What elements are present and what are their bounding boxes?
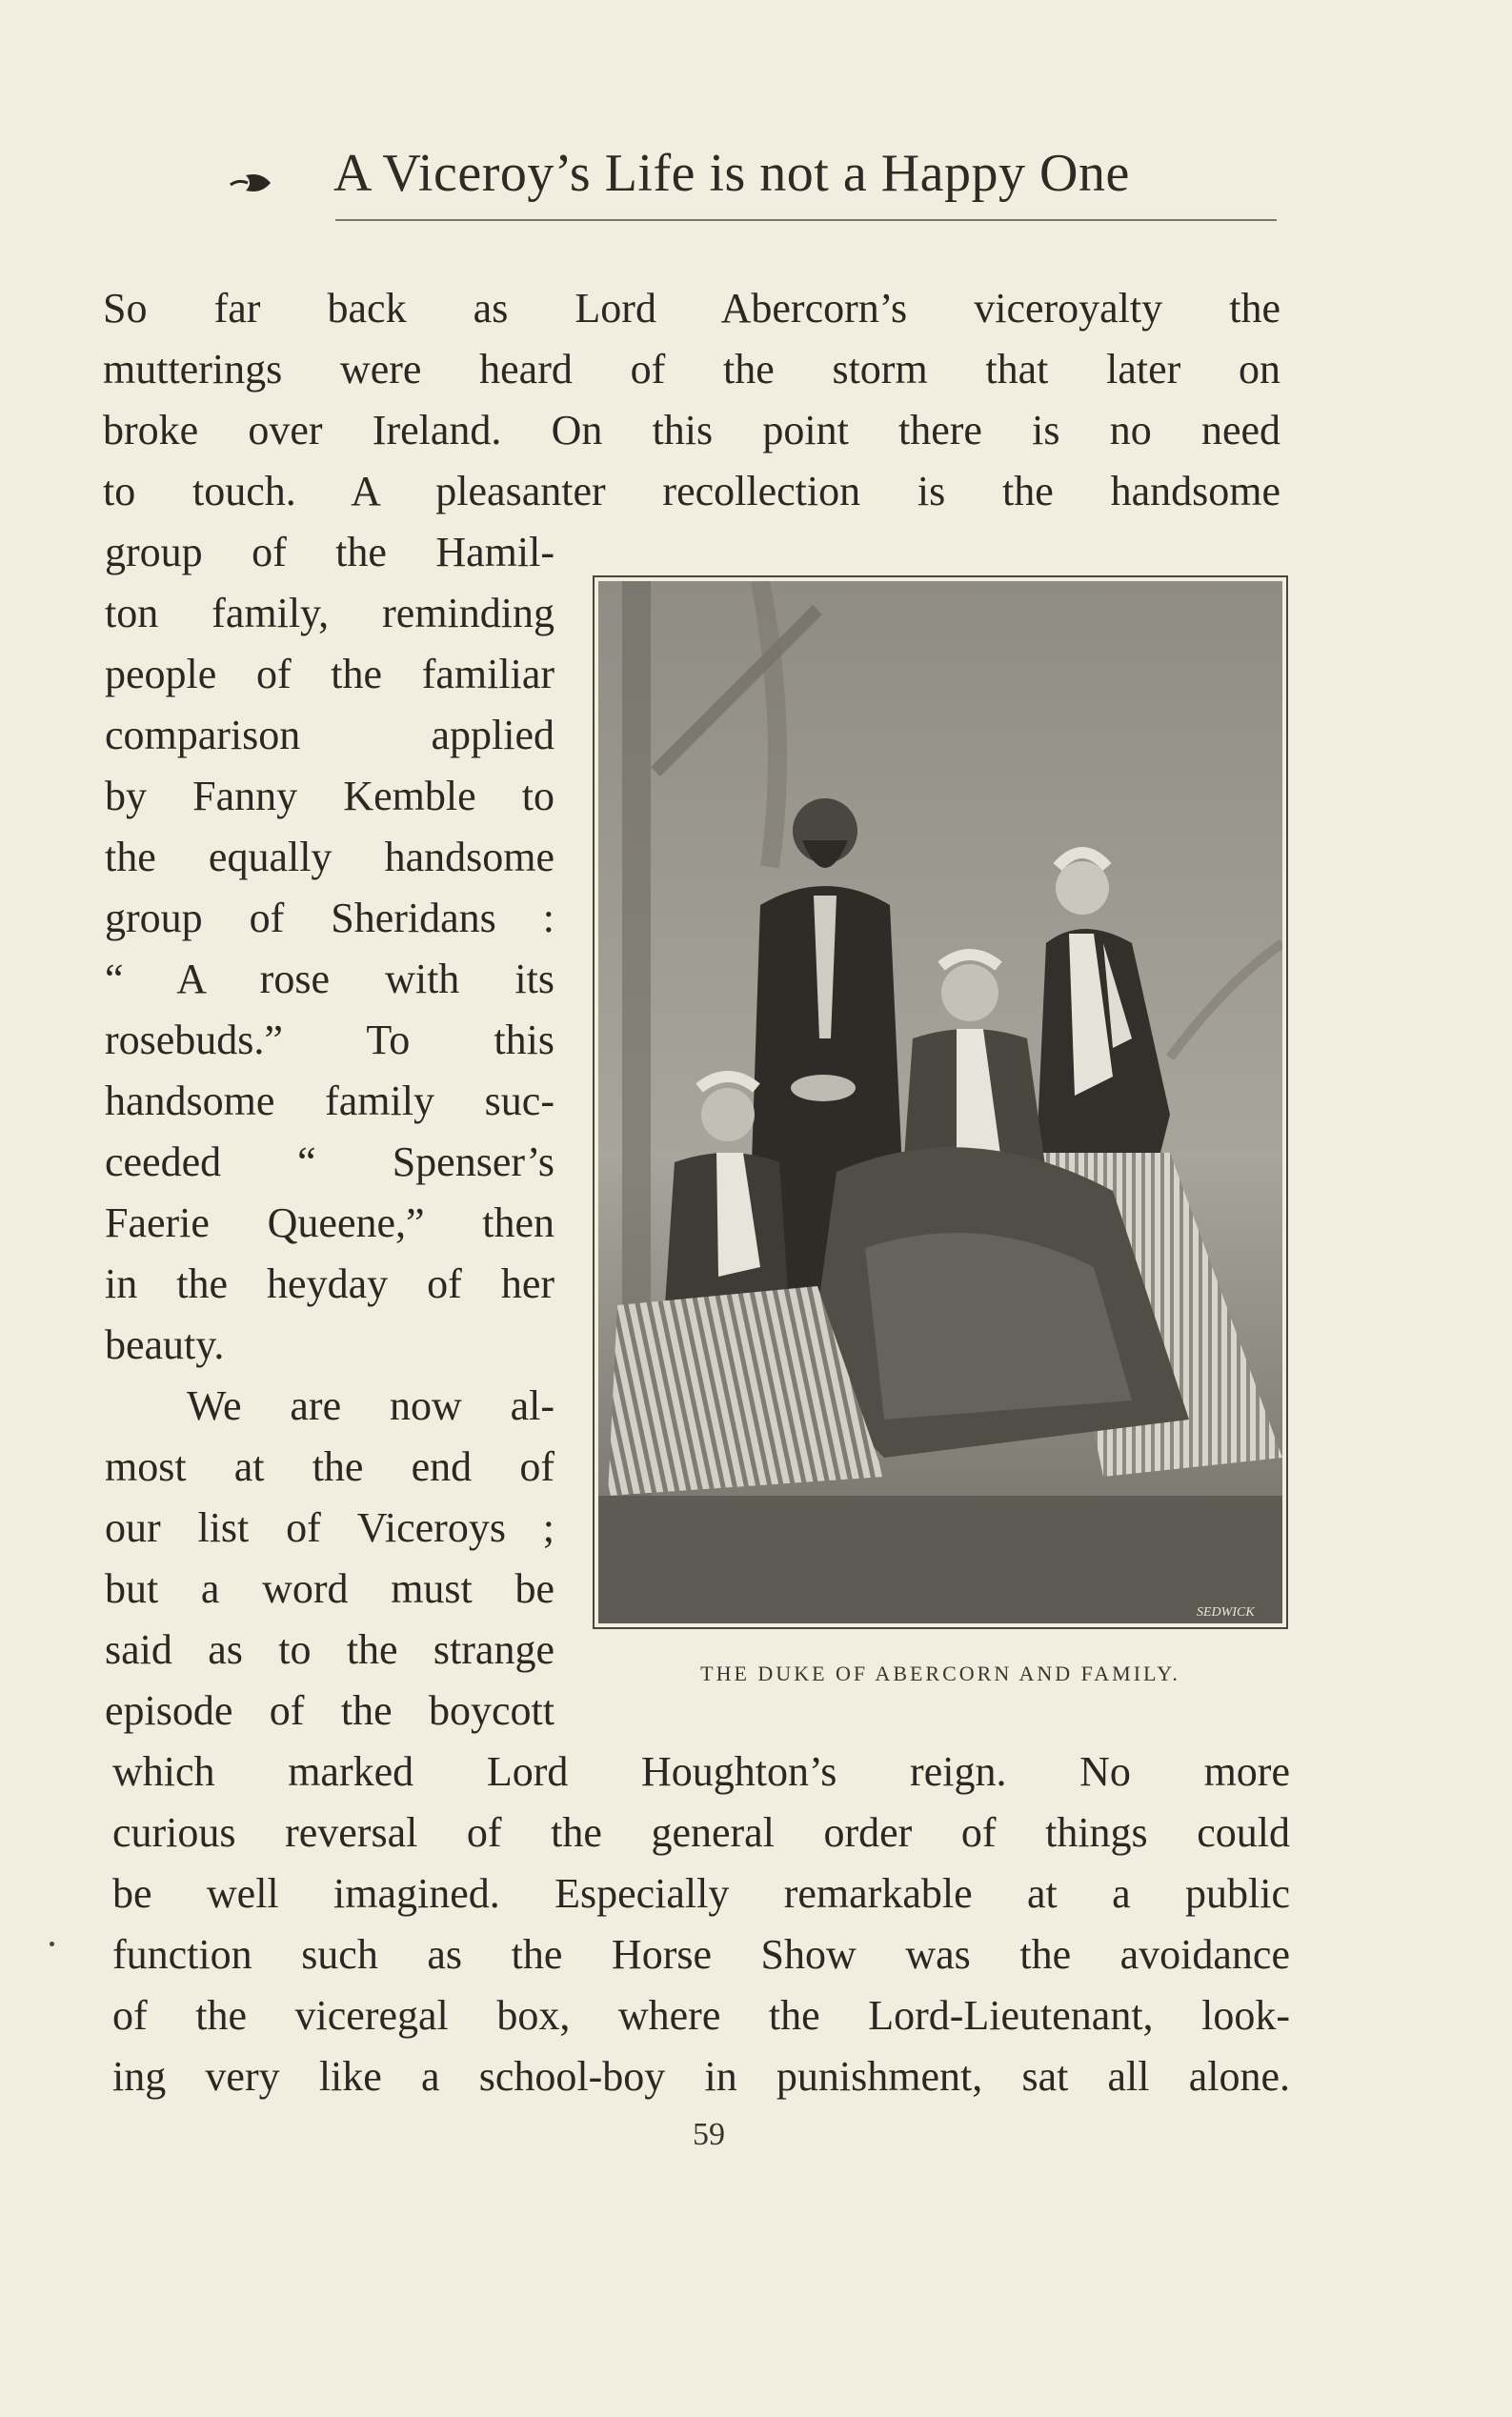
page-header xyxy=(229,143,1277,219)
text-line: in the heyday of her xyxy=(105,1260,554,1307)
text-line: of the viceregal box, where the Lord-Lieutenant, look- xyxy=(112,1992,1290,2039)
text-line: handsome family suc- xyxy=(105,1078,554,1124)
text-line: comparison applied xyxy=(105,712,554,758)
running-title: A Viceroy’s Life is not a Happy One xyxy=(333,144,1130,203)
page-number: 59 xyxy=(693,2117,725,2152)
header-rule xyxy=(335,219,1277,221)
text-line: to touch. A pleasanter recollection is the handsome xyxy=(103,468,1280,514)
text-line: most at the end of xyxy=(105,1443,554,1490)
text-line: “ A rose with its xyxy=(105,956,554,1002)
text-line: So far back as Lord Abercorn’s viceroyalty the xyxy=(103,285,1280,332)
text-line: group of Sheridans : xyxy=(105,895,554,941)
text-line: be well imagined. Especially remarkable at a public xyxy=(112,1870,1290,1917)
family-photograph xyxy=(598,581,1282,1623)
text-line: group of the Hamil- xyxy=(105,529,554,575)
text-line: ceeded “ Spenser’s xyxy=(105,1138,554,1185)
text-line: broke over Ireland. On this point there is no need xyxy=(103,407,1280,453)
ink-speck xyxy=(50,1942,54,1946)
text-line: function such as the Horse Show was the avoidance xyxy=(112,1931,1290,1978)
text-line: Faerie Queene,” then xyxy=(105,1199,554,1246)
text-line: mutterings were heard of the storm that later on xyxy=(103,346,1280,393)
text-line: people of the familiar xyxy=(105,651,554,697)
text-line: which marked Lord Houghton’s reign. No more xyxy=(112,1748,1290,1795)
text-line: rosebuds.” To this xyxy=(105,1017,554,1063)
photo-caption: THE DUKE OF ABERCORN AND FAMILY. xyxy=(700,1662,1180,1685)
text-line: episode of the boycott xyxy=(105,1687,554,1734)
text-line: curious reversal of the general order of things could xyxy=(112,1809,1290,1856)
text-line: ton family, reminding xyxy=(105,590,554,636)
photograph-frame xyxy=(593,575,1288,1629)
text-line: the equally handsome xyxy=(105,834,554,880)
text-line: by Fanny Kemble to xyxy=(105,773,554,819)
text-line: We are now al- xyxy=(187,1382,554,1429)
text-line: our list of Viceroys ; xyxy=(105,1504,554,1551)
text-line: ing very like a school-boy in punishment, sat all alone. xyxy=(112,2053,1290,2100)
text-line: beauty. xyxy=(105,1321,225,1368)
text-line: said as to the strange xyxy=(105,1626,554,1673)
text-line: but a word must be xyxy=(105,1565,554,1612)
photo-signature: SEDWICK xyxy=(1197,1605,1255,1620)
fleuron-icon xyxy=(229,170,276,196)
